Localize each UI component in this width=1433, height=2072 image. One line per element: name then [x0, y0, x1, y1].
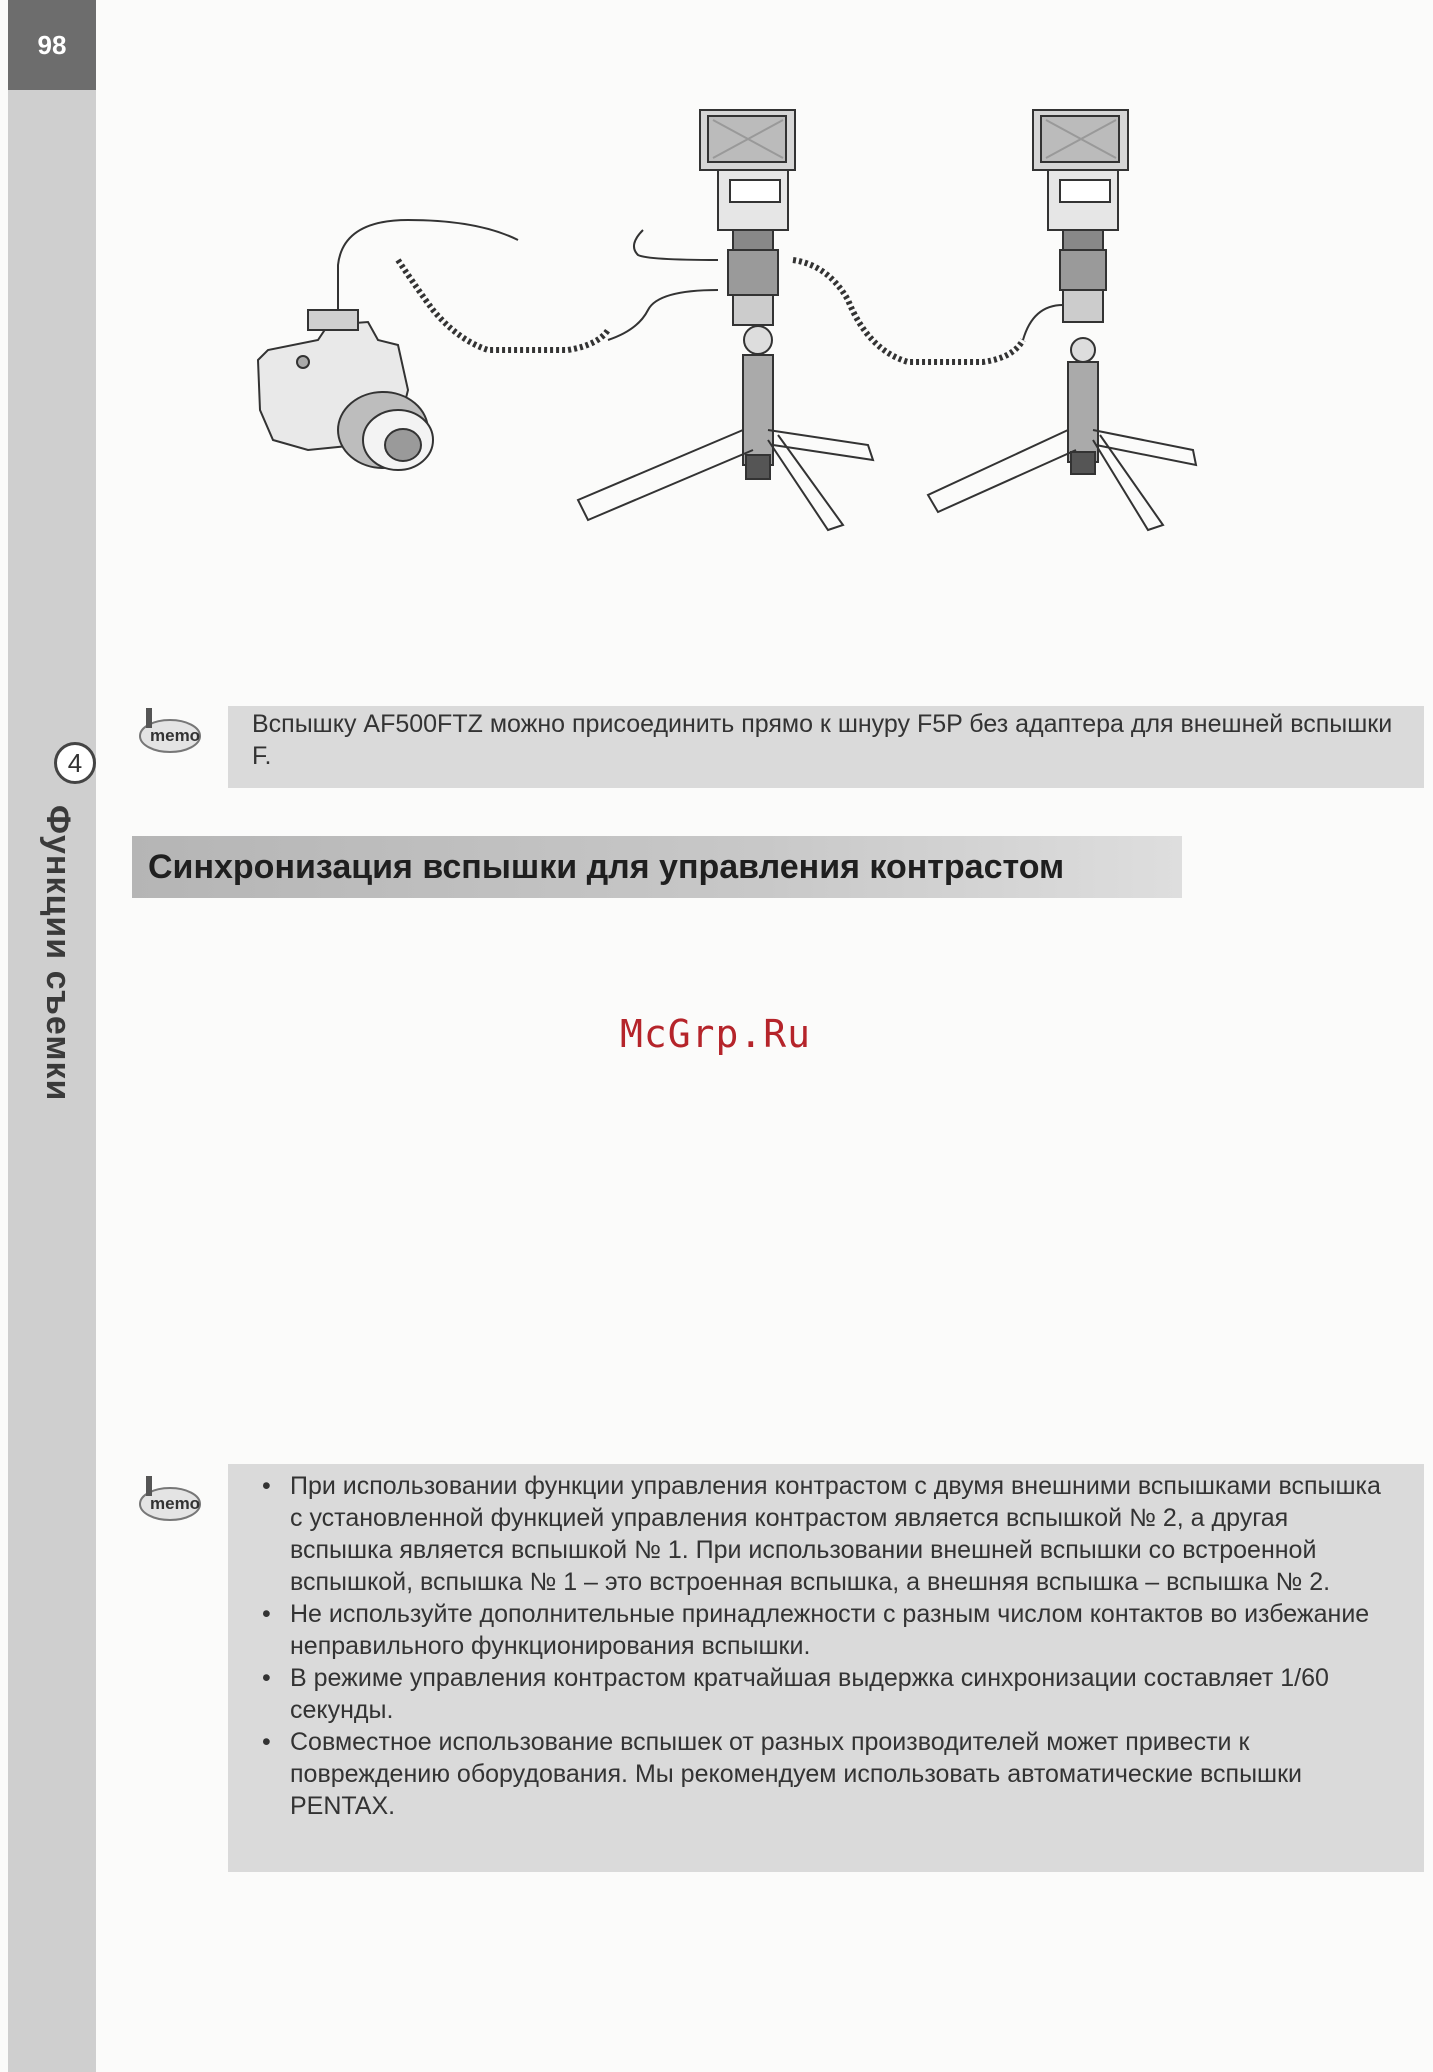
watermark-text: McGrp.Ru	[620, 1012, 812, 1056]
memo-bullet-item: • Не используйте дополнительные принадлежности с разным числом контактов во избежание неправильного функционирования вспышки.	[250, 1598, 1396, 1662]
memo-icon	[134, 700, 204, 754]
memo-note-bottom	[228, 1464, 1424, 1872]
memo-bullet-item: • При использовании функции управления контрастом с двумя внешними вспышками вспышка с установленной функцией управления контрастом является вспышкой № 2, а другая вспышка является вспышкой № 1. При использовании внешней вспышки со встроенной вспышкой, вспышка № 1 – это встроенная вспышка, а внешняя вспышка – вспышка № 2.	[250, 1470, 1396, 1598]
svg-text:memo: memo	[150, 726, 201, 745]
section-title: Синхронизация вспышки для управления контрастом	[148, 847, 1065, 886]
page-number: 98	[37, 29, 67, 60]
memo-bullet-item: • В режиме управления контрастом кратчайшая выдержка синхронизации составляет 1/60 секунды.	[250, 1662, 1396, 1726]
page-number-box	[8, 0, 96, 90]
camera-icon	[258, 310, 433, 470]
svg-text:memo: memo	[150, 1494, 201, 1513]
chapter-number-badge: 4	[54, 742, 96, 784]
memo-icon	[134, 1468, 204, 1522]
memo-bullet-item: • Совместное использование вспышек от разных производителей может привести к повреждению оборудования. Мы рекомендуем использовать автоматические вспышки PENTAX.	[250, 1726, 1396, 1822]
flash-unit-1-icon	[700, 110, 795, 325]
section-heading	[132, 836, 1182, 898]
memo-note-top-text: Вспышку AF500FTZ можно присоединить прямо к шнуру F5P без адаптера для внешней вспышки F.	[252, 710, 1393, 770]
chapter-title: Функции съемки	[39, 805, 77, 1102]
memo-bullet-list	[250, 1470, 1396, 1822]
flash-unit-2-icon	[1033, 110, 1128, 322]
stand-2-icon	[928, 338, 1196, 530]
stand-1-icon	[578, 326, 873, 530]
flash-setup-illustration	[248, 100, 1318, 580]
memo-note-top	[228, 706, 1424, 788]
